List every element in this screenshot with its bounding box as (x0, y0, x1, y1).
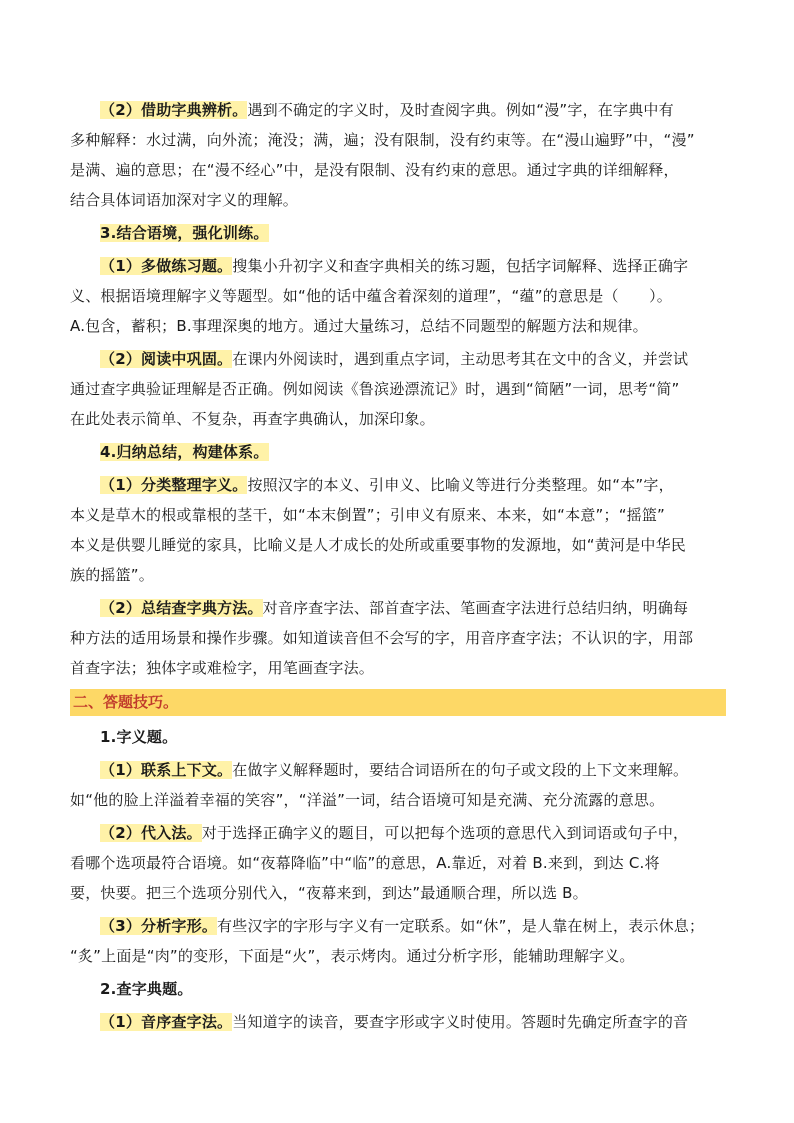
item-lead: （1）音序查字法。 (100, 1013, 233, 1031)
item-lead: （1）分类整理字义。 (100, 476, 248, 494)
line-text: 如“他的脸上洋溢着幸福的笑容”，“洋溢”一词，结合语境可知是充满、充分流露的意思。 (70, 791, 665, 809)
paragraph-line (70, 916, 756, 936)
paragraph-line (70, 628, 726, 648)
item-lead: （3）分析字形。 (100, 917, 218, 935)
line-text: 多种解释：水过满，向外流；淹没；满，遍；没有限制，没有约束等。在“漫山遍野”中，“漫” (70, 131, 695, 149)
line-text: 在做字义解释题时，要结合词语所在的句子或文段的上下文来理解。 (232, 761, 689, 779)
item-lead: （1）多做练习题。 (100, 257, 233, 275)
line-text: 结合具体词语加深对字义的理解。 (70, 191, 299, 209)
paragraph-line (70, 316, 726, 336)
paragraph-line (70, 790, 726, 810)
paragraph-line (70, 823, 756, 843)
paragraph-line (70, 946, 726, 966)
item-lead: （1）联系上下文。 (100, 761, 233, 779)
paragraph-line (70, 286, 726, 306)
paragraph-line (70, 535, 726, 555)
line-text: 族的摇篮”。 (70, 566, 154, 584)
line-text: 看哪个选项最符合语境。如“夜幕降临”中“临”的意思，A.靠近，对着 B.来到，到达 C.将 (70, 854, 660, 872)
line-text: 搜集小升初字义和查字典相关的练习题，包括字词解释、选择正确字 (232, 257, 689, 275)
paragraph-line (70, 256, 756, 276)
paragraph-line (70, 475, 756, 495)
paragraph-line (70, 658, 726, 678)
paragraph-line (70, 190, 726, 210)
line-text: 义、根据语境理解字义等题型。如“他的话中蕴含着深刻的道理”，“蕴”的意思是（ ）。 (70, 287, 672, 305)
item-lead: （2）总结查字典方法。 (100, 599, 263, 617)
section-heading: 二、答题技巧。 (73, 693, 179, 711)
section-heading-bar (70, 689, 726, 716)
line-text: 在此处表示简单、不复杂，再查字典确认，加深印象。 (70, 410, 435, 428)
paragraph-line (70, 598, 756, 618)
subheading (70, 442, 756, 462)
paragraph-line (70, 100, 756, 120)
item-lead: （2）借助字典辨析。 (100, 101, 248, 119)
paragraph-line (70, 760, 756, 780)
line-text: 在课内外阅读时，遇到重点字词，主动思考其在文中的含义，并尝试 (232, 350, 689, 368)
line-text: 按照汉字的本义、引申义、比喻义等进行分类整理。如“本”字， (247, 476, 674, 494)
paragraph-line (70, 409, 726, 429)
subheading (70, 727, 756, 747)
paragraph-line (70, 853, 726, 873)
paragraph-line (70, 379, 726, 399)
line-text: “炙”上面是“肉”的变形，下面是“火”，表示烤肉。通过分析字形，能辅助理解字义。 (70, 947, 635, 965)
line-text: 本义是草木的根或靠根的茎干，如“本末倒置”；引申义有原来、本来，如“本意”；“摇篮” (70, 506, 666, 524)
paragraph-line (70, 160, 726, 180)
subheading-text: 2.查字典题。 (100, 980, 193, 998)
line-text: A.包含，蓄积；B.事理深奥的地方。通过大量练习，总结不同题型的解题方法和规律。 (70, 317, 648, 335)
line-text: 首查字法；独体字或难检字，用笔画查字法。 (70, 659, 375, 677)
line-text: 有些汉字的字形与字义有一定联系。如“休”，是人靠在树上，表示休息； (217, 917, 705, 935)
paragraph-line (70, 349, 756, 369)
paragraph-line (70, 505, 726, 525)
item-lead: （2）阅读中巩固。 (100, 350, 233, 368)
paragraph-line (70, 130, 726, 150)
paragraph-line (70, 565, 726, 585)
line-text: 当知道字的读音，要查字形或字义时使用。答题时先确定所查字的音 (232, 1013, 689, 1031)
line-text: 本义是供婴儿睡觉的家具，比喻义是人才成长的处所或重要事物的发源地，如“黄河是中华民 (70, 536, 686, 554)
subheading-text: 3.结合语境，强化训练。 (100, 224, 269, 242)
line-text: 遇到不确定的字义时，及时查阅字典。例如“漫”字，在字典中有 (247, 101, 674, 119)
line-text: 要，快要。把三个选项分别代入，“夜幕来到，到达”最通顺合理，所以选 B。 (70, 884, 588, 902)
item-lead: （2）代入法。 (100, 824, 202, 842)
subheading (70, 979, 756, 999)
line-text: 种方法的适用场景和操作步骤。如知道读音但不会写的字，用音序查字法；不认识的字，用部 (70, 629, 694, 647)
subheading-text: 4.归纳总结，构建体系。 (100, 443, 269, 461)
line-text: 对音序查字法、部首查字法、笔画查字法进行总结归纳，明确每 (262, 599, 689, 617)
paragraph-line (70, 1012, 756, 1032)
paragraph-line (70, 883, 726, 903)
subheading (70, 223, 756, 243)
line-text: 是满、遍的意思；在“漫不经心”中，是没有限制、没有约束的意思。通过字典的详细解释， (70, 161, 679, 179)
subheading-text: 1.字义题。 (100, 728, 178, 746)
line-text: 通过查字典验证理解是否正确。例如阅读《鲁滨逊漂流记》时，遇到“简陋”一词，思考“简” (70, 380, 680, 398)
line-text: 对于选择正确字义的题目，可以把每个选项的意思代入到词语或句子中， (201, 824, 689, 842)
